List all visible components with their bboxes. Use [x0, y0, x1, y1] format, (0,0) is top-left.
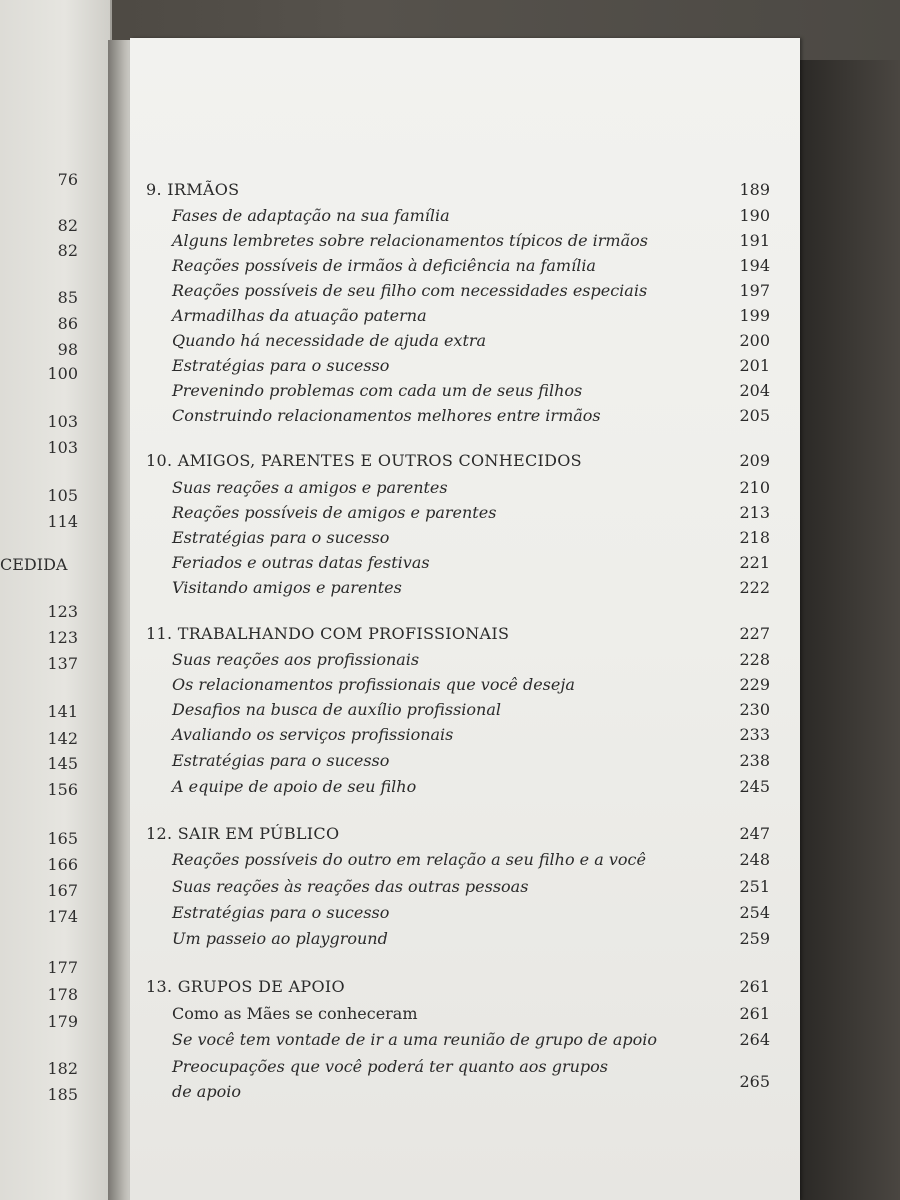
- left-page-number: 76: [57, 170, 78, 189]
- toc-chapter: [146, 180, 770, 204]
- toc-title: Como as Mães se conheceram: [172, 1004, 418, 1023]
- toc-entry: [146, 231, 770, 255]
- toc-page: 204: [739, 381, 770, 400]
- toc-title: Reações possíveis de irmãos à deficiência na família: [172, 256, 596, 275]
- toc-page: 200: [739, 331, 770, 350]
- left-page-number: 178: [47, 985, 78, 1004]
- left-page-number: 167: [47, 881, 78, 900]
- toc-page: 229: [739, 675, 770, 694]
- toc-page: 197: [739, 281, 770, 300]
- toc-entry: [146, 553, 770, 577]
- toc-title: Avaliando os serviços profissionais: [172, 725, 454, 744]
- left-page-number: 142: [47, 729, 78, 748]
- left-page-number: 177: [47, 958, 78, 977]
- toc-chapter: [146, 451, 770, 475]
- toc-entry: [146, 503, 770, 527]
- toc-title: A equipe de apoio de seu filho: [172, 777, 417, 796]
- toc-page: 199: [739, 306, 770, 325]
- left-page-number: 82: [57, 241, 78, 260]
- toc-chapter: [146, 977, 770, 1001]
- left-page-number: 114: [47, 512, 78, 531]
- toc-title: Alguns lembretes sobre relacionamentos típicos de irmãos: [172, 231, 648, 250]
- left-page-number: 165: [47, 829, 78, 848]
- toc-page: 230: [739, 700, 770, 719]
- toc-title: Quando há necessidade de ajuda extra: [172, 331, 487, 350]
- toc-entry: [146, 929, 770, 953]
- toc-page: 254: [739, 903, 770, 922]
- toc-title: Suas reações a amigos e parentes: [172, 478, 448, 497]
- toc-page: 248: [739, 850, 770, 869]
- toc-title: Fases de adaptação na sua família: [172, 206, 450, 225]
- left-page-number: 123: [47, 602, 78, 621]
- toc-entry: [146, 675, 770, 699]
- toc-entry: [146, 478, 770, 502]
- toc-title: Armadilhas da atuação paterna: [172, 306, 427, 325]
- toc-entry: [146, 877, 770, 901]
- toc-page: 238: [739, 751, 770, 770]
- toc-entry: [146, 1004, 770, 1028]
- toc-title: Os relacionamentos profissionais que você deseja: [172, 675, 575, 694]
- toc-entry-continuation: de apoio: [172, 1082, 241, 1101]
- toc-title: Feriados e outras datas festivas: [172, 553, 430, 572]
- toc-page: 228: [739, 650, 770, 669]
- toc-entry: [146, 331, 770, 355]
- toc-entry: [146, 206, 770, 230]
- left-page-number: 82: [57, 216, 78, 235]
- toc-entry: [146, 1057, 770, 1091]
- toc-entry: [146, 306, 770, 330]
- toc-page: 265: [739, 1072, 770, 1091]
- toc-title: 12. SAIR EM PÚBLICO: [146, 824, 340, 843]
- toc-title: Estratégias para o sucesso: [172, 356, 390, 375]
- left-page-number: 182: [47, 1059, 78, 1078]
- toc-entry: [146, 528, 770, 552]
- toc-page: 191: [739, 231, 770, 250]
- toc-title: Prevenindo problemas com cada um de seus filhos: [172, 381, 583, 400]
- left-page-number: 141: [47, 702, 78, 721]
- toc-entry: [146, 406, 770, 430]
- toc-title: Reações possíveis de amigos e parentes: [172, 503, 497, 522]
- toc-title: Reações possíveis do outro em relação a seu filho e a você: [172, 850, 646, 869]
- left-page-number: 185: [47, 1085, 78, 1104]
- left-page-number: 179: [47, 1012, 78, 1031]
- toc-title: Estratégias para o sucesso: [172, 751, 390, 770]
- left-page-number: 103: [47, 412, 78, 431]
- toc-title: Desafios na busca de auxílio profissional: [172, 700, 501, 719]
- left-page-number: 145: [47, 754, 78, 773]
- left-page-number: 174: [47, 907, 78, 926]
- left-page-number: 98: [57, 340, 78, 359]
- toc-page: 233: [739, 725, 770, 744]
- left-page-number: 86: [57, 314, 78, 333]
- toc-title: Construindo relacionamentos melhores entre irmãos: [172, 406, 601, 425]
- toc-entry: [146, 650, 770, 674]
- toc-page: 247: [739, 824, 770, 843]
- toc-page: 259: [739, 929, 770, 948]
- toc-chapter: [146, 824, 770, 848]
- toc-title: Estratégias para o sucesso: [172, 528, 390, 547]
- toc-page: 222: [739, 578, 770, 597]
- toc-chapter: [146, 624, 770, 648]
- toc-entry: [146, 777, 770, 801]
- toc-page: 189: [739, 180, 770, 199]
- toc-page: 221: [739, 553, 770, 572]
- toc-title: Visitando amigos e parentes: [172, 578, 402, 597]
- toc-entry: [146, 700, 770, 724]
- toc-page: 209: [739, 451, 770, 470]
- left-page-fragment: CEDIDA: [0, 555, 68, 574]
- toc-entry: [146, 356, 770, 380]
- toc-page: 261: [739, 977, 770, 996]
- left-page-number: 137: [47, 654, 78, 673]
- toc-page: 205: [739, 406, 770, 425]
- toc-entry: [146, 903, 770, 927]
- toc-title: Reações possíveis de seu filho com necessidades especiais: [172, 281, 648, 300]
- toc-page: 261: [739, 1004, 770, 1023]
- toc-title: 9. IRMÃOS: [146, 180, 240, 199]
- left-page-number: 85: [57, 288, 78, 307]
- toc-title: Estratégias para o sucesso: [172, 903, 390, 922]
- toc-entry: [146, 281, 770, 305]
- toc-page: 218: [739, 528, 770, 547]
- toc-title: 13. GRUPOS DE APOIO: [146, 977, 345, 996]
- toc-page: 210: [739, 478, 770, 497]
- toc-entry: [146, 1030, 770, 1054]
- shadow: [800, 60, 900, 1200]
- toc-title: Suas reações aos profissionais: [172, 650, 420, 669]
- toc-page: 227: [739, 624, 770, 643]
- left-page-number: 166: [47, 855, 78, 874]
- toc-page: 264: [739, 1030, 770, 1049]
- toc-entry: [146, 850, 770, 874]
- left-page-number: 105: [47, 486, 78, 505]
- left-page-number: 123: [47, 628, 78, 647]
- toc-page: 194: [739, 256, 770, 275]
- left-page-number: 100: [47, 364, 78, 383]
- toc-title: 10. AMIGOS, PARENTES E OUTROS CONHECIDOS: [146, 451, 582, 470]
- toc-page: 245: [739, 777, 770, 796]
- toc-page: 251: [739, 877, 770, 896]
- toc-entry: [146, 725, 770, 749]
- toc-page: 190: [739, 206, 770, 225]
- toc-entry: [146, 751, 770, 775]
- left-page-number: 103: [47, 438, 78, 457]
- left-page-number: 156: [47, 780, 78, 799]
- toc-page: 201: [739, 356, 770, 375]
- toc-page: 213: [739, 503, 770, 522]
- toc-title: 11. TRABALHANDO COM PROFISSIONAIS: [146, 624, 510, 643]
- toc-title: Preocupações que você poderá ter quanto aos grupos: [172, 1057, 608, 1076]
- toc-entry: [146, 381, 770, 405]
- toc-entry: [146, 578, 770, 602]
- toc-title: Um passeio ao playground: [172, 929, 388, 948]
- toc-title: Se você tem vontade de ir a uma reunião de grupo de apoio: [172, 1030, 657, 1049]
- toc-entry: [146, 256, 770, 280]
- toc-title: Suas reações às reações das outras pessoas: [172, 877, 529, 896]
